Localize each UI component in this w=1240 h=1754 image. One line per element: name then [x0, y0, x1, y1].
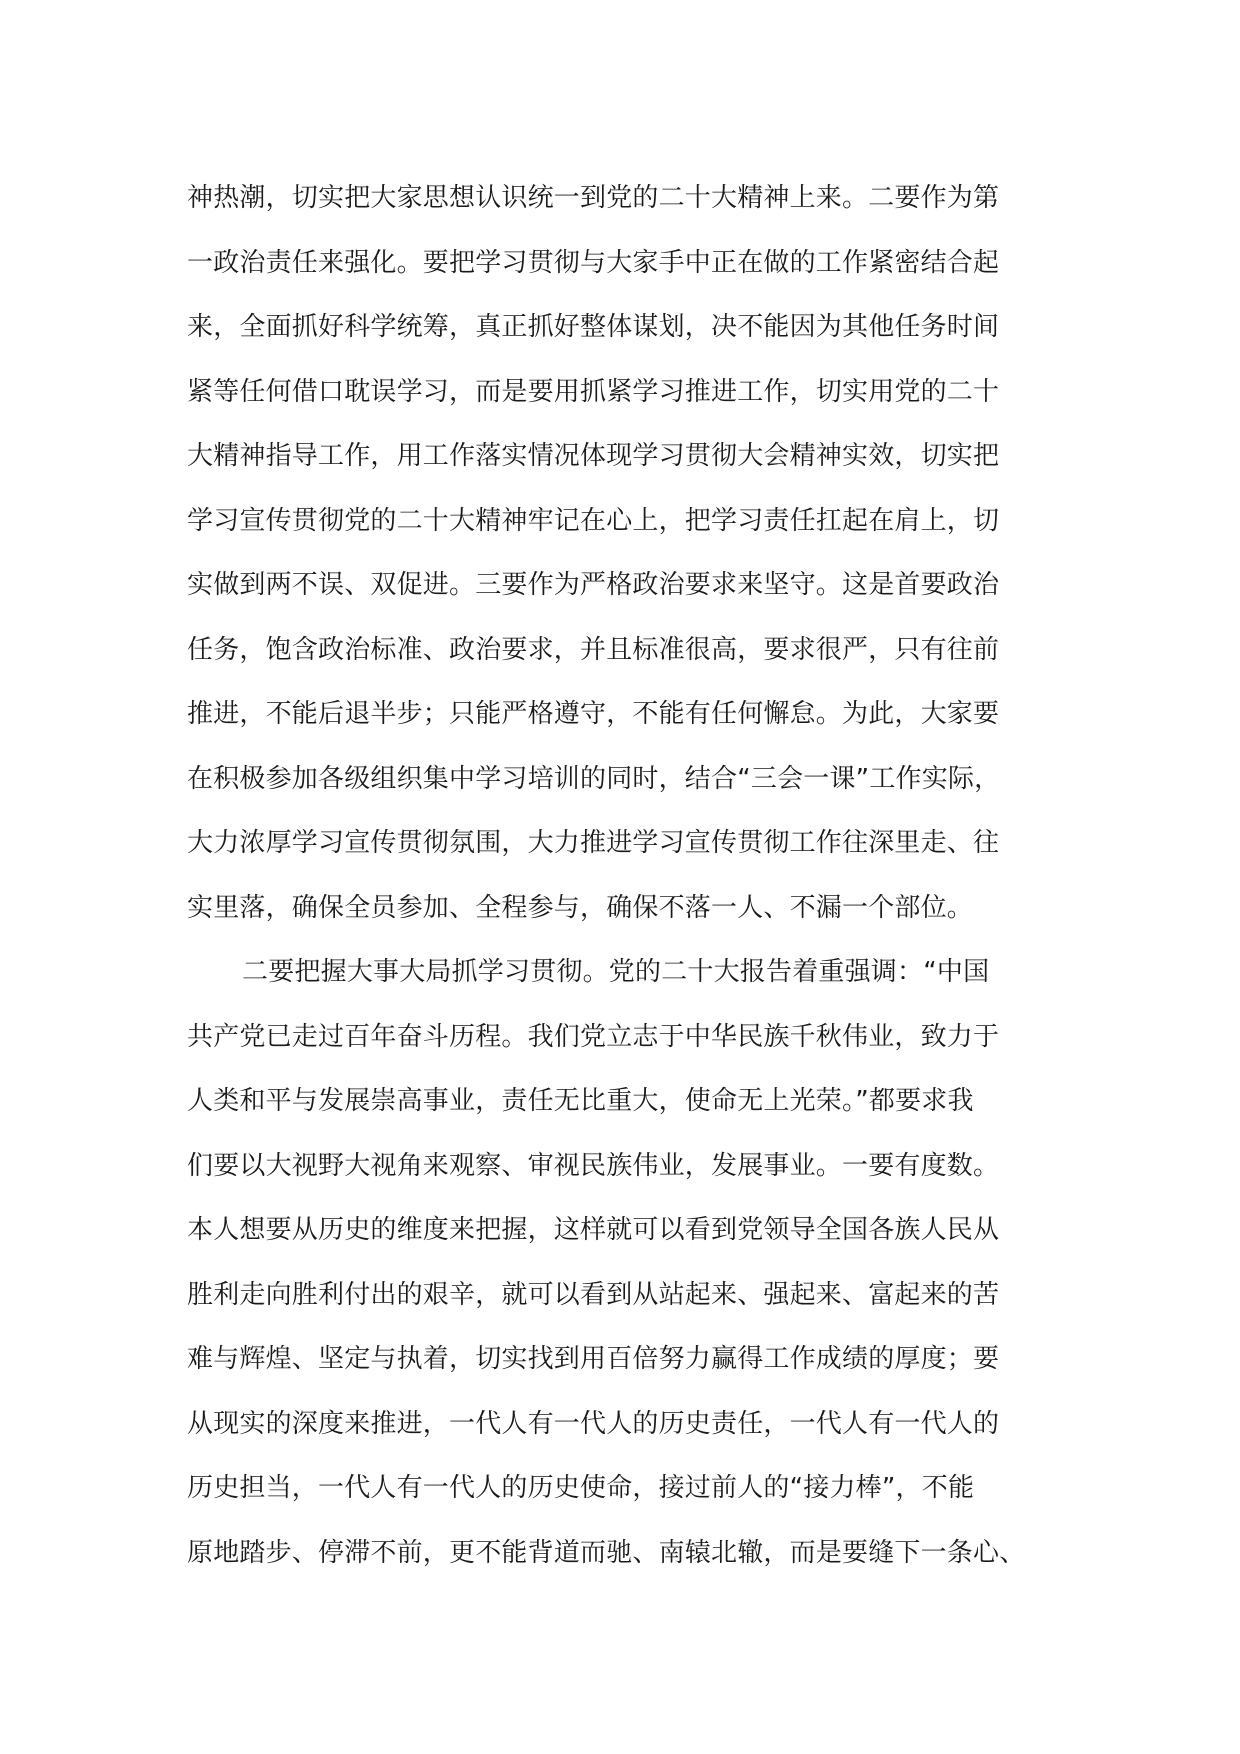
text-line: 人类和平与发展崇高事业，责任无比重大，使命无上光荣。”都要求我 — [187, 1086, 974, 1116]
text-line: 原地踏步、停滞不前，更不能背道而驰、南辕北辙，而是要缝下一条心、 — [187, 1537, 1026, 1568]
text-line: 来，全面抓好科学统筹，真正抓好整体谋划，决不能因为其他任务时间 — [187, 312, 1000, 342]
text-line: 胜利走向胜利付出的艰辛，就可以看到从站起来、强起来、富起来的苦 — [187, 1279, 1000, 1310]
text-line: 任务，饱含政治标准、政治要求，并且标准很高，要求很严，只有往前 — [187, 634, 1000, 665]
text-line: 神热潮，切实把大家思想认识统一到党的二十大精神上来。二要作为第 — [187, 183, 1000, 213]
text-line: 实做到两不误、双促进。三要作为严格政治要求来坚守。这是首要政治 — [187, 570, 1000, 600]
text-line: 从现实的深度来推进，一代人有一代人的历史责任，一代人有一代人的 — [187, 1408, 1000, 1439]
text-line: 在积极参加各级组织集中学习培训的同时，结合“三会一课”工作实际， — [187, 763, 1001, 794]
text-line: 共产党已走过百年奋斗历程。我们党立志于中华民族千秋伟业，致力于 — [187, 1021, 1000, 1052]
text-line: 历史担当，一代人有一代人的历史使命，接过前人的“接力棒”，不能 — [187, 1473, 975, 1503]
text-line: 紧等任何借口耽误学习，而是要用抓紧学习推进工作，切实用党的二十 — [187, 376, 1000, 407]
text-line: 大精神指导工作，用工作落实情况体现学习贯彻大会精神实效，切实把 — [187, 441, 1000, 471]
text-line: 一政治责任来强化。要把学习贯彻与大家手中正在做的工作紧密结合起 — [187, 247, 1000, 278]
text-line: 学习宣传贯彻党的二十大精神牢记在心上，把学习责任扛起在肩上，切 — [187, 505, 1000, 536]
text-line: 推进，不能后退半步；只能严格遵守，不能有任何懈怠。为此，大家要 — [187, 699, 1000, 729]
body-text — [187, 166, 1067, 1585]
text-line: 们要以大视野大视角来观察、审视民族伟业，发展事业。一要有度数。 — [187, 1150, 1000, 1181]
text-line: 大力浓厚学习宣传贯彻氛围，大力推进学习宣传贯彻工作往深里走、往 — [187, 828, 1000, 858]
text-line: 实里落，确保全员参加、全程参与，确保不落一人、不漏一个部位。 — [187, 892, 974, 923]
paragraph-start-line: 二要把握大事大局抓学习贯彻。党的二十大报告着重强调：“中国 — [242, 957, 990, 987]
text-line: 本人想要从历史的维度来把握，这样就可以看到党领导全国各族人民从 — [187, 1215, 1000, 1245]
text-line: 难与辉煌、坚定与执着，切实找到用百倍努力赢得工作成绩的厚度；要 — [187, 1344, 1000, 1374]
